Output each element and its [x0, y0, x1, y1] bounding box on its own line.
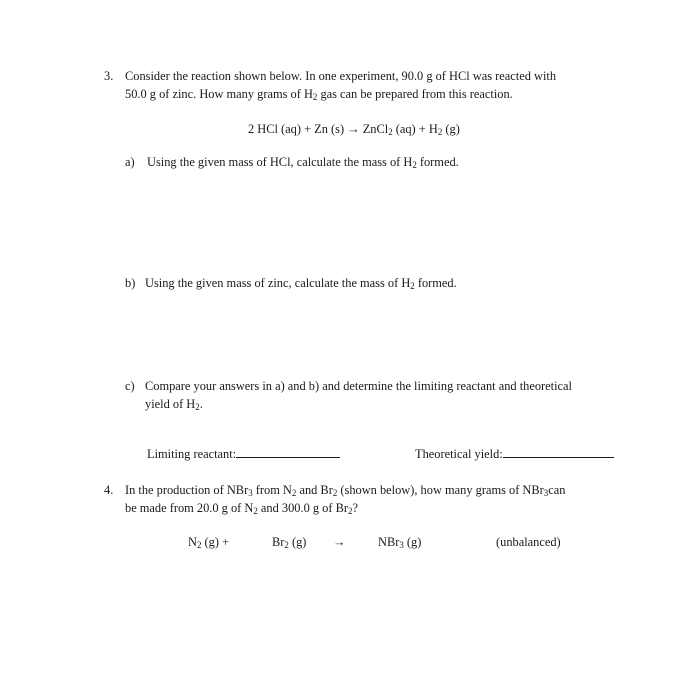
question-3-equation: 2 HCl (aq) + Zn (s) → ZnCl$_2$ $(aq) + H_2$ (g): [248, 122, 460, 138]
part-a-label: a): [125, 155, 135, 169]
limiting-reactant-blank[interactable]: [236, 456, 340, 458]
limiting-reactant-field: [147, 448, 340, 460]
limiting-reactant-label: Limiting reactant:: [147, 447, 237, 461]
question-3-line-1: Consider the reaction shown below. In one experiment, 90.0 g of HCl was reacted with: [125, 69, 557, 83]
question-4-line-1: In the production of NBr$_3$ from $N_2$ and $Br_2$ (shown below), how many grams of NBr$_3$can: [125, 483, 566, 499]
question-3-number: 3.: [104, 69, 114, 83]
question-4-eq-nbr3: NBr$_3$ (g): [378, 535, 422, 551]
theoretical-yield-field: [415, 448, 614, 460]
part-c-line-2: yield of $H_2$.: [145, 397, 203, 413]
theoretical-yield-blank[interactable]: [503, 456, 614, 458]
part-c-line-1: Compare your answers in a) and b) and determine the limiting reactant and theoretical: [145, 379, 572, 393]
part-b-text: Using the given mass of zinc, calculate the mass of $H_2$ formed.: [145, 276, 457, 292]
question-4-eq-n2: $N_2$ (g) +: [188, 535, 230, 551]
question-3-line-2: 50.0 g of zinc. How many grams of $H_2$ gas can be prepared from this reaction.: [125, 87, 513, 103]
question-4-eq-br2: $Br_2$ (g): [272, 535, 307, 551]
theoretical-yield-label: Theoretical yield:: [415, 447, 503, 461]
question-4-line-2: be made from 20.0 g of $N_2$ and 300.0 g of $Br_2$?: [125, 501, 358, 517]
reaction-arrow-icon: →: [347, 122, 360, 136]
unbalanced-note: (unbalanced): [496, 535, 561, 549]
part-b-label: b): [125, 276, 136, 290]
part-c-label: c): [125, 379, 135, 393]
reaction-arrow-icon: →: [333, 535, 346, 549]
question-4-number: 4.: [104, 483, 114, 497]
part-a-text: Using the given mass of HCl, calculate the mass of $H_2$ formed.: [147, 155, 459, 171]
